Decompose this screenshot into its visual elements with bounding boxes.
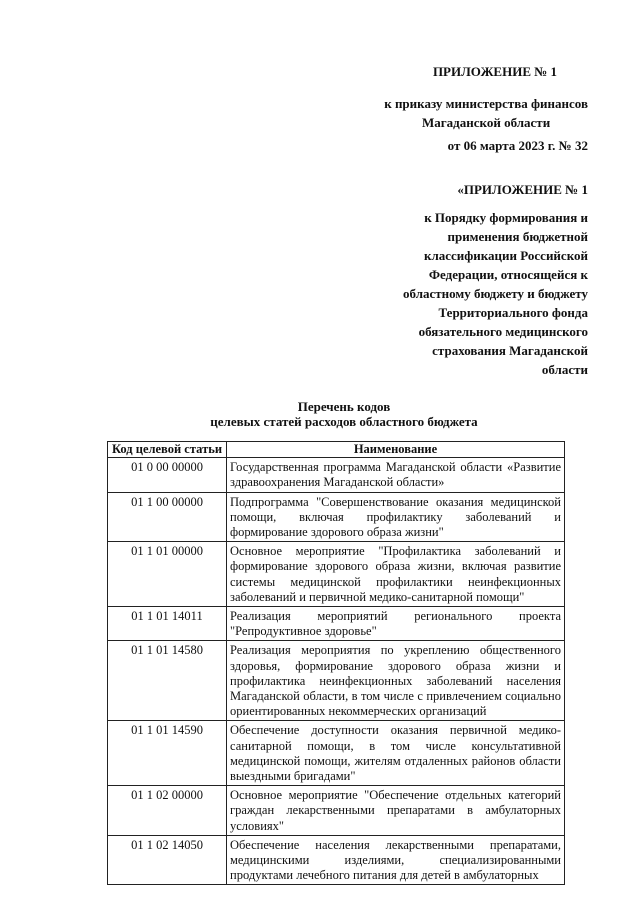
row-name: Государственная программа Магаданской области «Развитие здравоохранения Магаданской области»: [227, 458, 565, 492]
row-name: Обеспечение доступности оказания первичной медико-санитарной помощи, в том числе консультативной медицинской помощи, жителям отдаленных районов области выездными бригадами": [227, 721, 565, 786]
row-code: 01 1 01 14590: [108, 721, 227, 786]
list-title-line: целевых статей расходов областного бюджета: [210, 414, 478, 429]
table-row: [108, 835, 565, 885]
procedure-line: классификации Российской: [423, 248, 588, 263]
procedure-line: к Порядку формирования и: [424, 210, 588, 225]
procedure-line: страхования Магаданской: [432, 343, 588, 358]
order-line: к приказу министерства финансов: [384, 96, 588, 111]
row-name: Реализация мероприятий регионального проекта "Репродуктивное здоровье": [227, 607, 565, 641]
codes-table: [107, 441, 565, 885]
table-row: [108, 542, 565, 607]
row-name: Основное мероприятие "Обеспечение отдельных категорий граждан лекарственными препаратами в амбулаторных условиях": [227, 786, 565, 836]
row-name: Основное мероприятие "Профилактика заболеваний и формирование здорового образа жизни, включая развитие системы медицинской профилактики неинфекционных заболеваний и первичной медико-санитарной помощи": [227, 542, 565, 607]
list-title: [110, 399, 578, 429]
procedure-line: Федерации, относящейся к: [428, 267, 588, 282]
procedure-reference: [403, 208, 588, 379]
row-code: 01 1 01 00000: [108, 542, 227, 607]
row-code: 01 1 01 14580: [108, 641, 227, 721]
order-reference: [384, 94, 588, 132]
procedure-line: области: [541, 362, 588, 377]
row-code: 01 1 02 14050: [108, 835, 227, 885]
row-code: 01 1 02 00000: [108, 786, 227, 836]
order-date: от 06 марта 2023 г. № 32: [447, 138, 588, 153]
row-code: 01 0 00 00000: [108, 458, 227, 492]
table-row: [108, 786, 565, 836]
order-line: Магаданской области: [422, 115, 551, 130]
inner-appendix-title: «ПРИЛОЖЕНИЕ № 1: [457, 182, 588, 197]
procedure-line: Территориального фонда: [438, 305, 588, 320]
column-header-code: Код целевой статьи: [108, 442, 227, 458]
row-code: 01 1 00 00000: [108, 492, 227, 542]
row-name: Обеспечение населения лекарственными препаратами, медицинскими изделиями, специализированными продуктами лечебного питания для детей в амбулаторных: [227, 835, 565, 885]
row-name: Реализация мероприятия по укреплению общественного здоровья, формирование здорового образа жизни и профилактика неинфекционных заболеваний населения Магаданской области, в том числе с привлечением социально ориентированных некоммерческих организаций: [227, 641, 565, 721]
table-row: [108, 492, 565, 542]
table-header-row: [108, 442, 565, 458]
table-row: [108, 721, 565, 786]
list-title-line: Перечень кодов: [297, 399, 391, 414]
column-header-name: Наименование: [227, 442, 565, 458]
row-code: 01 1 01 14011: [108, 607, 227, 641]
row-name: Подпрограмма "Совершенствование оказания медицинской помощи, включая профилактику заболеваний и формирование здорового образа жизни": [227, 492, 565, 542]
procedure-line: обязательного медицинского: [418, 324, 588, 339]
table-row: [108, 641, 565, 721]
appendix-title: ПРИЛОЖЕНИЕ № 1: [432, 64, 558, 79]
procedure-line: областному бюджету и бюджету: [403, 286, 588, 301]
table-row: [108, 458, 565, 492]
procedure-line: применения бюджетной: [447, 229, 588, 244]
table-row: [108, 607, 565, 641]
